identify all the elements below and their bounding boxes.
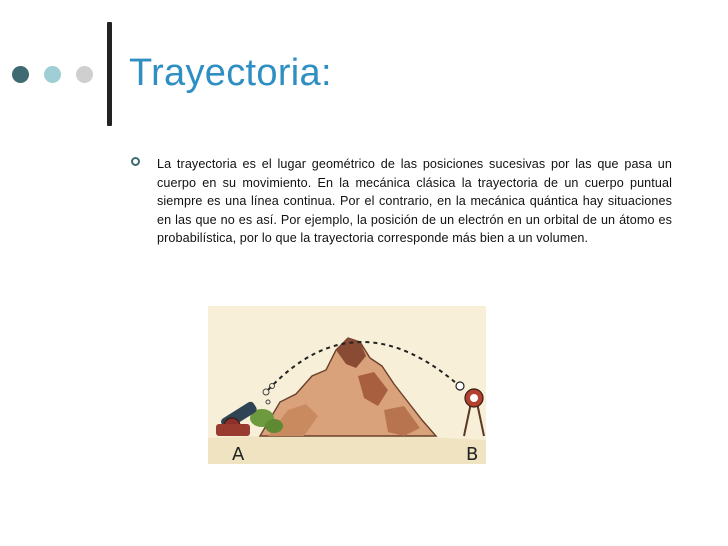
cannon-mountain-icon bbox=[208, 306, 486, 464]
trajectory-illustration bbox=[208, 306, 486, 464]
label-b: B bbox=[466, 444, 479, 464]
title-divider-line bbox=[107, 22, 112, 126]
decoration-dot-dark bbox=[12, 66, 29, 83]
slide-paragraph: La trayectoria es el lugar geométrico de las posiciones sucesivas por las que pasa un cuerpo en su movimiento. En la mecánica clásica la trayectoria de un cuerpo puntual siempre es una línea continua. Por el contrario, en la mecánica quántica hay situaciones en las que no es así. Por ejemplo, la posición de un electrón en un orbital de un átomo es probabilística, por lo que la trayectoria corresponde más bien a un volumen. bbox=[157, 157, 672, 245]
decoration-dot-gray bbox=[76, 66, 93, 83]
label-a: A bbox=[232, 444, 245, 464]
decoration-dot-light bbox=[44, 66, 61, 83]
bullet-icon bbox=[131, 157, 140, 166]
slide-decoration-dots bbox=[12, 66, 94, 84]
slide-title: Trayectoria: bbox=[129, 52, 332, 94]
